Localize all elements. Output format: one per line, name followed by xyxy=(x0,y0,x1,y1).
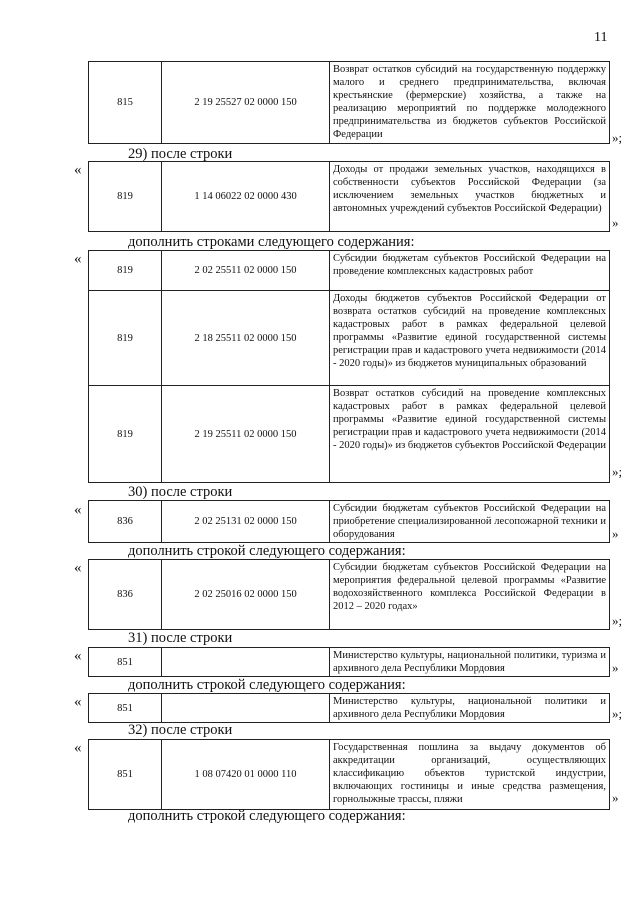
cell-kbk: 2 02 25511 02 0000 150 xyxy=(162,251,330,291)
table-row-block xyxy=(88,61,610,144)
instruction-32: 32) после строки xyxy=(128,722,233,738)
open-quote: « xyxy=(74,694,82,710)
cell-kbk: 1 08 07420 01 0000 110 xyxy=(162,740,330,810)
table-row-block xyxy=(88,739,610,810)
cell-name: Возврат остатков субсидий на проведение комплексных кадастровых работ в рамках федеральной целевой программы «Развитие единой государственной системы регистрации прав и кадастрового учета недвижимости (2014 - 2020 годы)» из бюджетов субъектов Российской Федерации xyxy=(330,386,610,483)
close-quote: »; xyxy=(612,613,623,628)
table-row xyxy=(89,740,610,810)
table-row xyxy=(89,560,610,630)
table-row-block xyxy=(88,693,610,723)
cell-code: 819 xyxy=(89,251,162,291)
cell-name: Субсидии бюджетам субъектов Российской Федерации на приобретение специализированной лесопожарной техники и оборудования xyxy=(330,501,610,543)
cell-kbk: 2 02 25131 02 0000 150 xyxy=(162,501,330,543)
table-row xyxy=(89,162,610,232)
cell-name: Доходы бюджетов субъектов Российской Федерации от возврата остатков субсидий на проведение комплексных кадастровых работ в рамках федеральной целевой программы «Развитие единой государственной системы регистрации прав и кадастрового учета недвижимости (2014 - 2020 годы)» из бюджетов муниципальных образований xyxy=(330,291,610,386)
close-quote: »; xyxy=(612,706,623,721)
cell-code: 836 xyxy=(89,560,162,630)
cell-code: 851 xyxy=(89,740,162,810)
table-row-block xyxy=(88,647,610,677)
cell-code: 815 xyxy=(89,62,162,144)
cell-kbk: 2 18 25511 02 0000 150 xyxy=(162,291,330,386)
open-quote: « xyxy=(74,648,82,664)
cell-code: 851 xyxy=(89,694,162,723)
cell-kbk: 2 19 25527 02 0000 150 xyxy=(162,62,330,144)
close-quote: » xyxy=(612,790,619,805)
open-quote: « xyxy=(74,560,82,576)
cell-code: 836 xyxy=(89,501,162,543)
close-quote: »; xyxy=(612,464,623,479)
instruction-31: 31) после строки xyxy=(128,630,233,646)
cell-kbk: 2 02 25016 02 0000 150 xyxy=(162,560,330,630)
open-quote: « xyxy=(74,740,82,756)
cell-name: Министерство культуры, национальной политики и архивного дела Республики Мордовия xyxy=(330,694,610,723)
table-row xyxy=(89,694,610,723)
close-quote: » xyxy=(612,660,619,675)
cell-name: Государственная пошлина за выдачу документов об аккредитации организаций, осуществляющих классификацию объектов туристской индустрии, включающих гостиницы и иные средства размещения, горнолыжные трассы, пляжи xyxy=(330,740,610,810)
cell-name: Возврат остатков субсидий на государственную поддержку малого и среднего предпринимательства, включая крестьянские (фермерские) хозяйства, а также на реализацию мероприятий по поддержке молодежного предпринимательства из бюджетов субъектов Российской Федерации xyxy=(330,62,610,144)
cell-code: 819 xyxy=(89,386,162,483)
table-row-block xyxy=(88,500,610,543)
table-row-block xyxy=(88,559,610,630)
close-quote: » xyxy=(612,526,619,541)
cell-name: Субсидии бюджетам субъектов Российской Федерации на мероприятия федеральной целевой программы «Развитие водохозяйственного комплекса Российской Федерации в 2012 – 2020 годах» xyxy=(330,560,610,630)
table-row-block xyxy=(88,161,610,232)
instruction-add-rows: дополнить строками следующего содержания: xyxy=(128,234,415,250)
instruction-add-row: дополнить строкой следующего содержания: xyxy=(128,808,406,824)
table-row xyxy=(89,251,610,291)
open-quote: « xyxy=(74,162,82,178)
cell-name: Доходы от продажи земельных участков, находящихся в собственности субъектов Российской Федерации (за исключением земельных участков бюджетных и автономных учреждений субъектов Российской Федерации) xyxy=(330,162,610,232)
table-row xyxy=(89,291,610,386)
instruction-add-row: дополнить строкой следующего содержания: xyxy=(128,677,406,693)
open-quote: « xyxy=(74,251,82,267)
cell-kbk xyxy=(162,694,330,723)
close-quote: »; xyxy=(612,130,623,145)
instruction-29: 29) после строки xyxy=(128,146,233,162)
table-row xyxy=(89,648,610,677)
table-row-block xyxy=(88,250,610,483)
cell-name: Субсидии бюджетам субъектов Российской Федерации на проведение комплексных кадастровых работ xyxy=(330,251,610,291)
cell-kbk: 1 14 06022 02 0000 430 xyxy=(162,162,330,232)
page-number: 11 xyxy=(594,30,608,45)
cell-code: 851 xyxy=(89,648,162,677)
table-row xyxy=(89,62,610,144)
instruction-30: 30) после строки xyxy=(128,484,233,500)
cell-code: 819 xyxy=(89,291,162,386)
cell-name: Министерство культуры, национальной политики, туризма и архивного дела Республики Мордовия xyxy=(330,648,610,677)
cell-kbk: 2 19 25511 02 0000 150 xyxy=(162,386,330,483)
cell-kbk xyxy=(162,648,330,677)
open-quote: « xyxy=(74,502,82,518)
close-quote: » xyxy=(612,215,619,230)
cell-code: 819 xyxy=(89,162,162,232)
table-row xyxy=(89,386,610,483)
table-row xyxy=(89,501,610,543)
instruction-add-row: дополнить строкой следующего содержания: xyxy=(128,543,406,559)
